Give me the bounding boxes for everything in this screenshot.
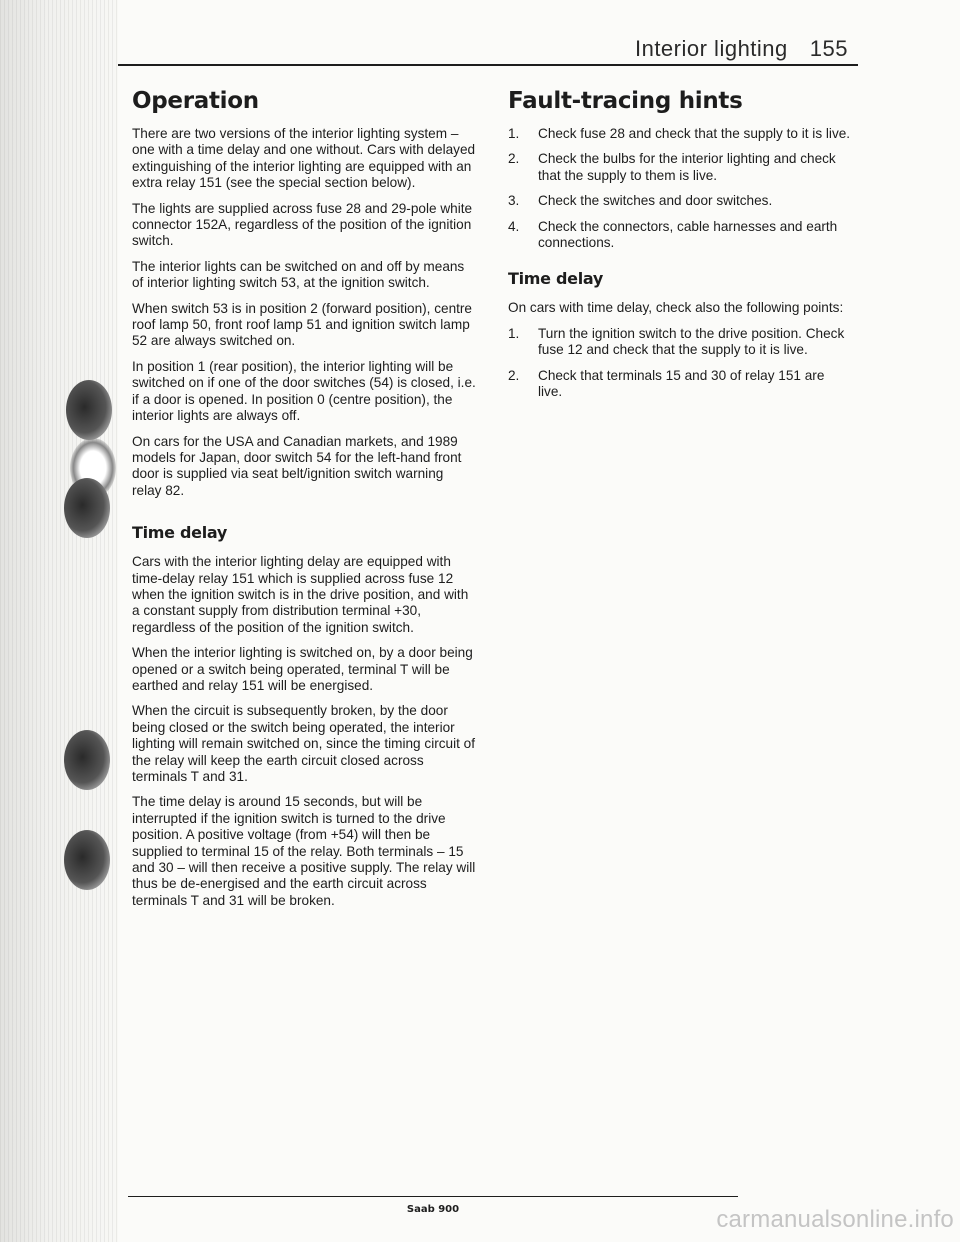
- step-text: Check the connectors, cable harnesses and earth connections.: [538, 218, 838, 251]
- paragraph: On cars for the USA and Canadian markets, and 1989 models for Japan, door switch 54 for the left-hand front door is supplied via seat belt/ignition switch warning relay 82.: [132, 433, 462, 498]
- fault-tracing-heading: Fault-tracing hints: [508, 88, 743, 114]
- step-text: Check the switches and door switches.: [538, 193, 773, 209]
- header-rule: [118, 64, 858, 66]
- page-header: [635, 36, 848, 62]
- paragraph: The lights are supplied across fuse 28 and 29-pole white connector 152A, regardless of the position of the ignition switch.: [132, 200, 473, 249]
- header-title: Interior lighting: [634, 36, 788, 61]
- paragraph: When switch 53 is in position 2 (forward position), centre roof lamp 50, front roof lamp 51 and ignition switch lamp 52 are always switched on.: [132, 300, 472, 349]
- punch-hole: [64, 730, 110, 790]
- paragraph: The interior lights can be switched on and off by means of interior lighting switch 53, at the ignition switch.: [132, 258, 465, 291]
- right-column: [508, 84, 852, 412]
- step-text: Check fuse 28 and check that the supply to it is live.: [538, 126, 851, 141]
- punch-hole: [64, 830, 110, 890]
- step-text: Check that terminals 15 and 30 of relay 151 are live.: [538, 367, 825, 400]
- step-number: 1.: [508, 126, 520, 141]
- step-number: 4.: [508, 218, 520, 234]
- time-delay-heading: Time delay: [132, 523, 228, 543]
- punch-hole: [66, 380, 112, 440]
- fault-steps-list: [508, 126, 852, 251]
- binding-margin: [0, 0, 118, 1242]
- operation-heading: Operation: [132, 88, 259, 114]
- step-number: 2.: [508, 151, 520, 167]
- paragraph: The time delay is around 15 seconds, but will be interrupted if the ignition switch is turned to the drive position. A positive voltage (from +54) will then be supplied to terminal 15 of the relay. Both terminals – 15 and 30 – will then receive a positive supply. The relay will thus be de-energised and the earth circuit across terminals T and 31 will be broken.: [132, 794, 476, 908]
- list-item: [508, 126, 852, 142]
- footer-rule: [128, 1196, 738, 1197]
- list-item: [508, 193, 852, 209]
- step-number: 2.: [508, 367, 520, 383]
- step-text: Check the bulbs for the interior lighting and check that the supply to them is live.: [538, 151, 836, 183]
- step-number: 1.: [508, 325, 520, 341]
- list-item: [508, 326, 852, 359]
- paragraph: When the interior lighting is switched on, by a door being opened or a switch being operated, terminal T will be earthed and relay 151 will be energised.: [132, 645, 473, 693]
- left-column: [132, 84, 476, 918]
- time-delay-steps-list: [508, 326, 852, 401]
- list-item: [508, 151, 852, 184]
- footer-label: Saab 900: [406, 1204, 460, 1215]
- paragraph: In position 1 (rear position), the interior lighting will be switched on if one of the door switches (54) is closed, i.e. if a door is opened. In position 0 (centre position), the interior lights are always off.: [132, 358, 476, 424]
- paragraph: When the circuit is subsequently broken, by the door being closed or the switch being operated, the interior lighting will remain switched on, since the timing circuit of the relay will keep the earth circuit closed across terminals T and 31.: [132, 703, 476, 784]
- step-text: Turn the ignition switch to the drive position. Check fuse 12 and check that the supply to it is live.: [538, 325, 845, 358]
- watermark: carmanualsonline.info: [716, 1206, 954, 1233]
- paragraph: There are two versions of the interior lighting system – one with a time delay and one without. Cars with delayed extinguishing of the interior lighting are equipped with an extra relay 151 (see the special section below).: [132, 126, 476, 191]
- paragraph: On cars with time delay, check also the following points:: [508, 300, 844, 316]
- step-number: 3.: [508, 193, 520, 209]
- paragraph: Cars with the interior lighting delay are equipped with time-delay relay 151 which is supplied across fuse 12 when the ignition switch is in the drive position, and with a constant supply from distribution terminal +30, regardless of the position of the ignition switch.: [132, 554, 469, 635]
- punch-hole: [64, 478, 110, 538]
- list-item: [508, 368, 852, 401]
- list-item: [508, 219, 852, 252]
- time-delay-checks-heading: Time delay: [508, 269, 604, 289]
- page-number: 155: [809, 36, 848, 61]
